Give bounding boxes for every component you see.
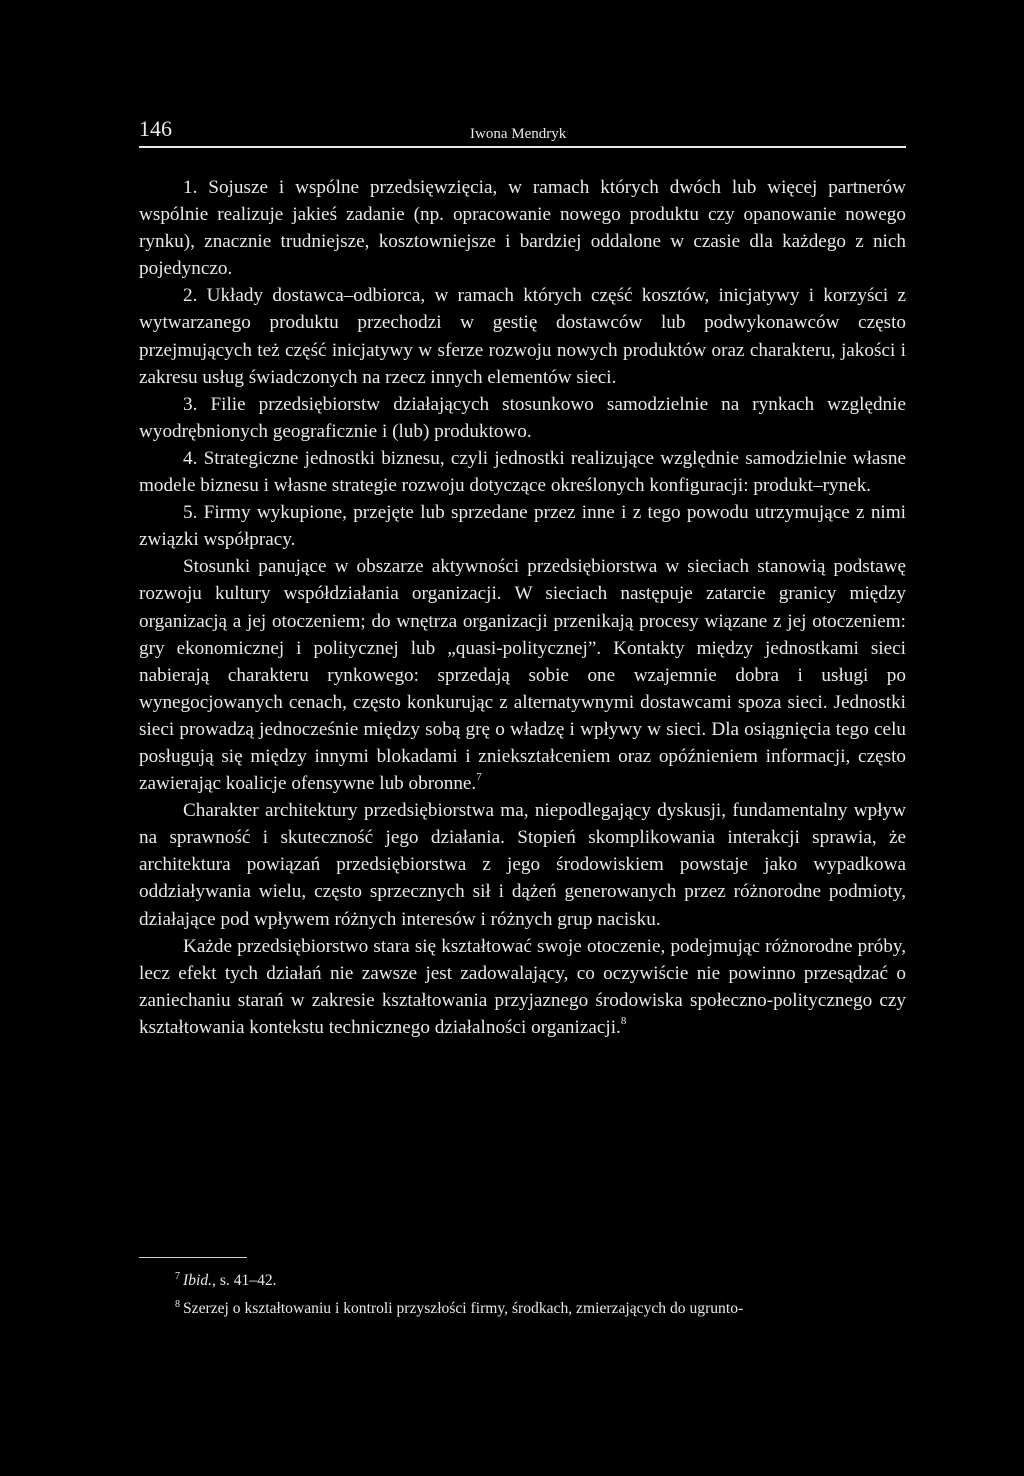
- footnote-text: Szerzej o kształtowaniu i kontroli przyszłości firmy, środkach, zmierzających do ugrunto-: [183, 1300, 744, 1317]
- page-number: 146: [139, 116, 172, 141]
- paragraph-list-item-4: [139, 445, 906, 499]
- paragraph-text: Każde przedsiębiorstwo stara się kształtować swoje otoczenie, podejmując różnorodne próby, lecz efekt tych działań nie zawsze jest zadowalający, co oczywiście nie powinno przesądzać o zaniechaniu starań w zakresie kształtowania przyjaznego środowiska społeczno-politycznego czy kształtowania kontekstu technicznego działalności organizacji.: [139, 935, 906, 1038]
- paragraph-list-item-2: [139, 282, 906, 390]
- paragraph-architecture: [139, 797, 906, 932]
- paragraph-text: 3. Filie przedsiębiorstw działających stosunkowo samodzielnie na rynkach względnie wyodrębnionych geograficznie i (lub) produktowo.: [139, 393, 906, 442]
- paragraph-list-item-3: [139, 391, 906, 445]
- paragraph-text: Stosunki panujące w obszarze aktywności przedsiębiorstwa w sieciach stanowią podstawę rozwoju kultury współdziałania organizacji. W sieciach następuje zatarcie granicy między organizacją a jej otoczeniem; do wnętrza organizacji przenikają procesy wiązane z jej otoczeniem: gry ekonomicznej i politycznej lub „quasi-politycznej”. Kontakty między jednostkami sieci nabierają charakteru rynkowego: sprzedają sobie one wzajemnie dobra i usługi po wynegocjowanych cenach, często konkurując z alternatywnymi dostawcami spoza sieci. Jednostki sieci prowadzą jednocześnie między sobą grę o władzę i wpływy w sieci. Dla osiągnięcia tego celu posługują się między innymi blokadami i zniekształceniem oraz opóźnieniem informacji, często zawierając koalicje ofensywne lub obronne.: [139, 556, 906, 795]
- paragraph-text: 5. Firmy wykupione, przejęte lub sprzedane przez inne i z tego powodu utrzymujące z nimi związki współpracy.: [139, 502, 906, 551]
- footnote-8: [139, 1296, 906, 1324]
- footnote-italic-text: Ibid.: [183, 1272, 213, 1289]
- paragraph-text: Charakter architektury przedsiębiorstwa ma, niepodlegający dyskusji, fundamentalny wpływ na sprawność i skuteczność jego działania. Stopień skomplikowania interakcji sprawia, że architektura powiązań przedsiębiorstwa z jego środowiskiem powstaje jako wypadkowa oddziaływania wielu, często sprzecznych sił i dążeń generowanych przez różnorodne podmioty, działające pod wpływem różnych interesów i różnych grup nacisku.: [139, 800, 906, 930]
- footnote-7: [139, 1268, 906, 1296]
- running-head-author: Iwona Mendryk: [470, 126, 567, 142]
- paragraph-list-item-1: [139, 174, 906, 282]
- footnote-reference-8[interactable]: 8: [620, 1014, 627, 1027]
- paragraph-network-relations: [139, 553, 906, 797]
- footnote-separator: [139, 1257, 247, 1258]
- page-header: [139, 116, 906, 148]
- paragraph-environment-shaping: [139, 933, 906, 1041]
- footnote-number: 7: [175, 1271, 180, 1282]
- footnote-number: 8: [175, 1299, 180, 1310]
- paragraph-list-item-5: [139, 499, 906, 553]
- footnote-text: , s. 41–42.: [212, 1272, 277, 1289]
- footnotes: [139, 1268, 906, 1324]
- footnote-reference-7[interactable]: 7: [476, 770, 482, 783]
- paragraph-text: 1. Sojusze i wspólne przedsięwzięcia, w ramach których dwóch lub więcej partnerów wspólnie realizuje jakieś zadanie (np. opracowanie nowego produktu czy opanowanie nowego rynku), znacznie trudniejsze, kosztowniejsze i bardziej oddalone w czasie dla każdego z nich pojedynczo.: [139, 177, 906, 280]
- body-text: [139, 174, 906, 1041]
- paragraph-text: 2. Układy dostawca–odbiorca, w ramach których część kosztów, inicjatywy i korzyści z wytwarzanego produktu przechodzi w gestię dostawców lub podwykonawców często przejmujących też część inicjatywy w sferze rozwoju nowych produktów oraz charakteru, jakości i zakresu usług świadczonych na rzecz innych elementów sieci.: [139, 285, 906, 388]
- paragraph-text: 4. Strategiczne jednostki biznesu, czyli jednostki realizujące względnie samodzielnie własne modele biznesu i własne strategie rozwoju dotyczące określonych konfiguracji: produkt–rynek.: [139, 447, 906, 497]
